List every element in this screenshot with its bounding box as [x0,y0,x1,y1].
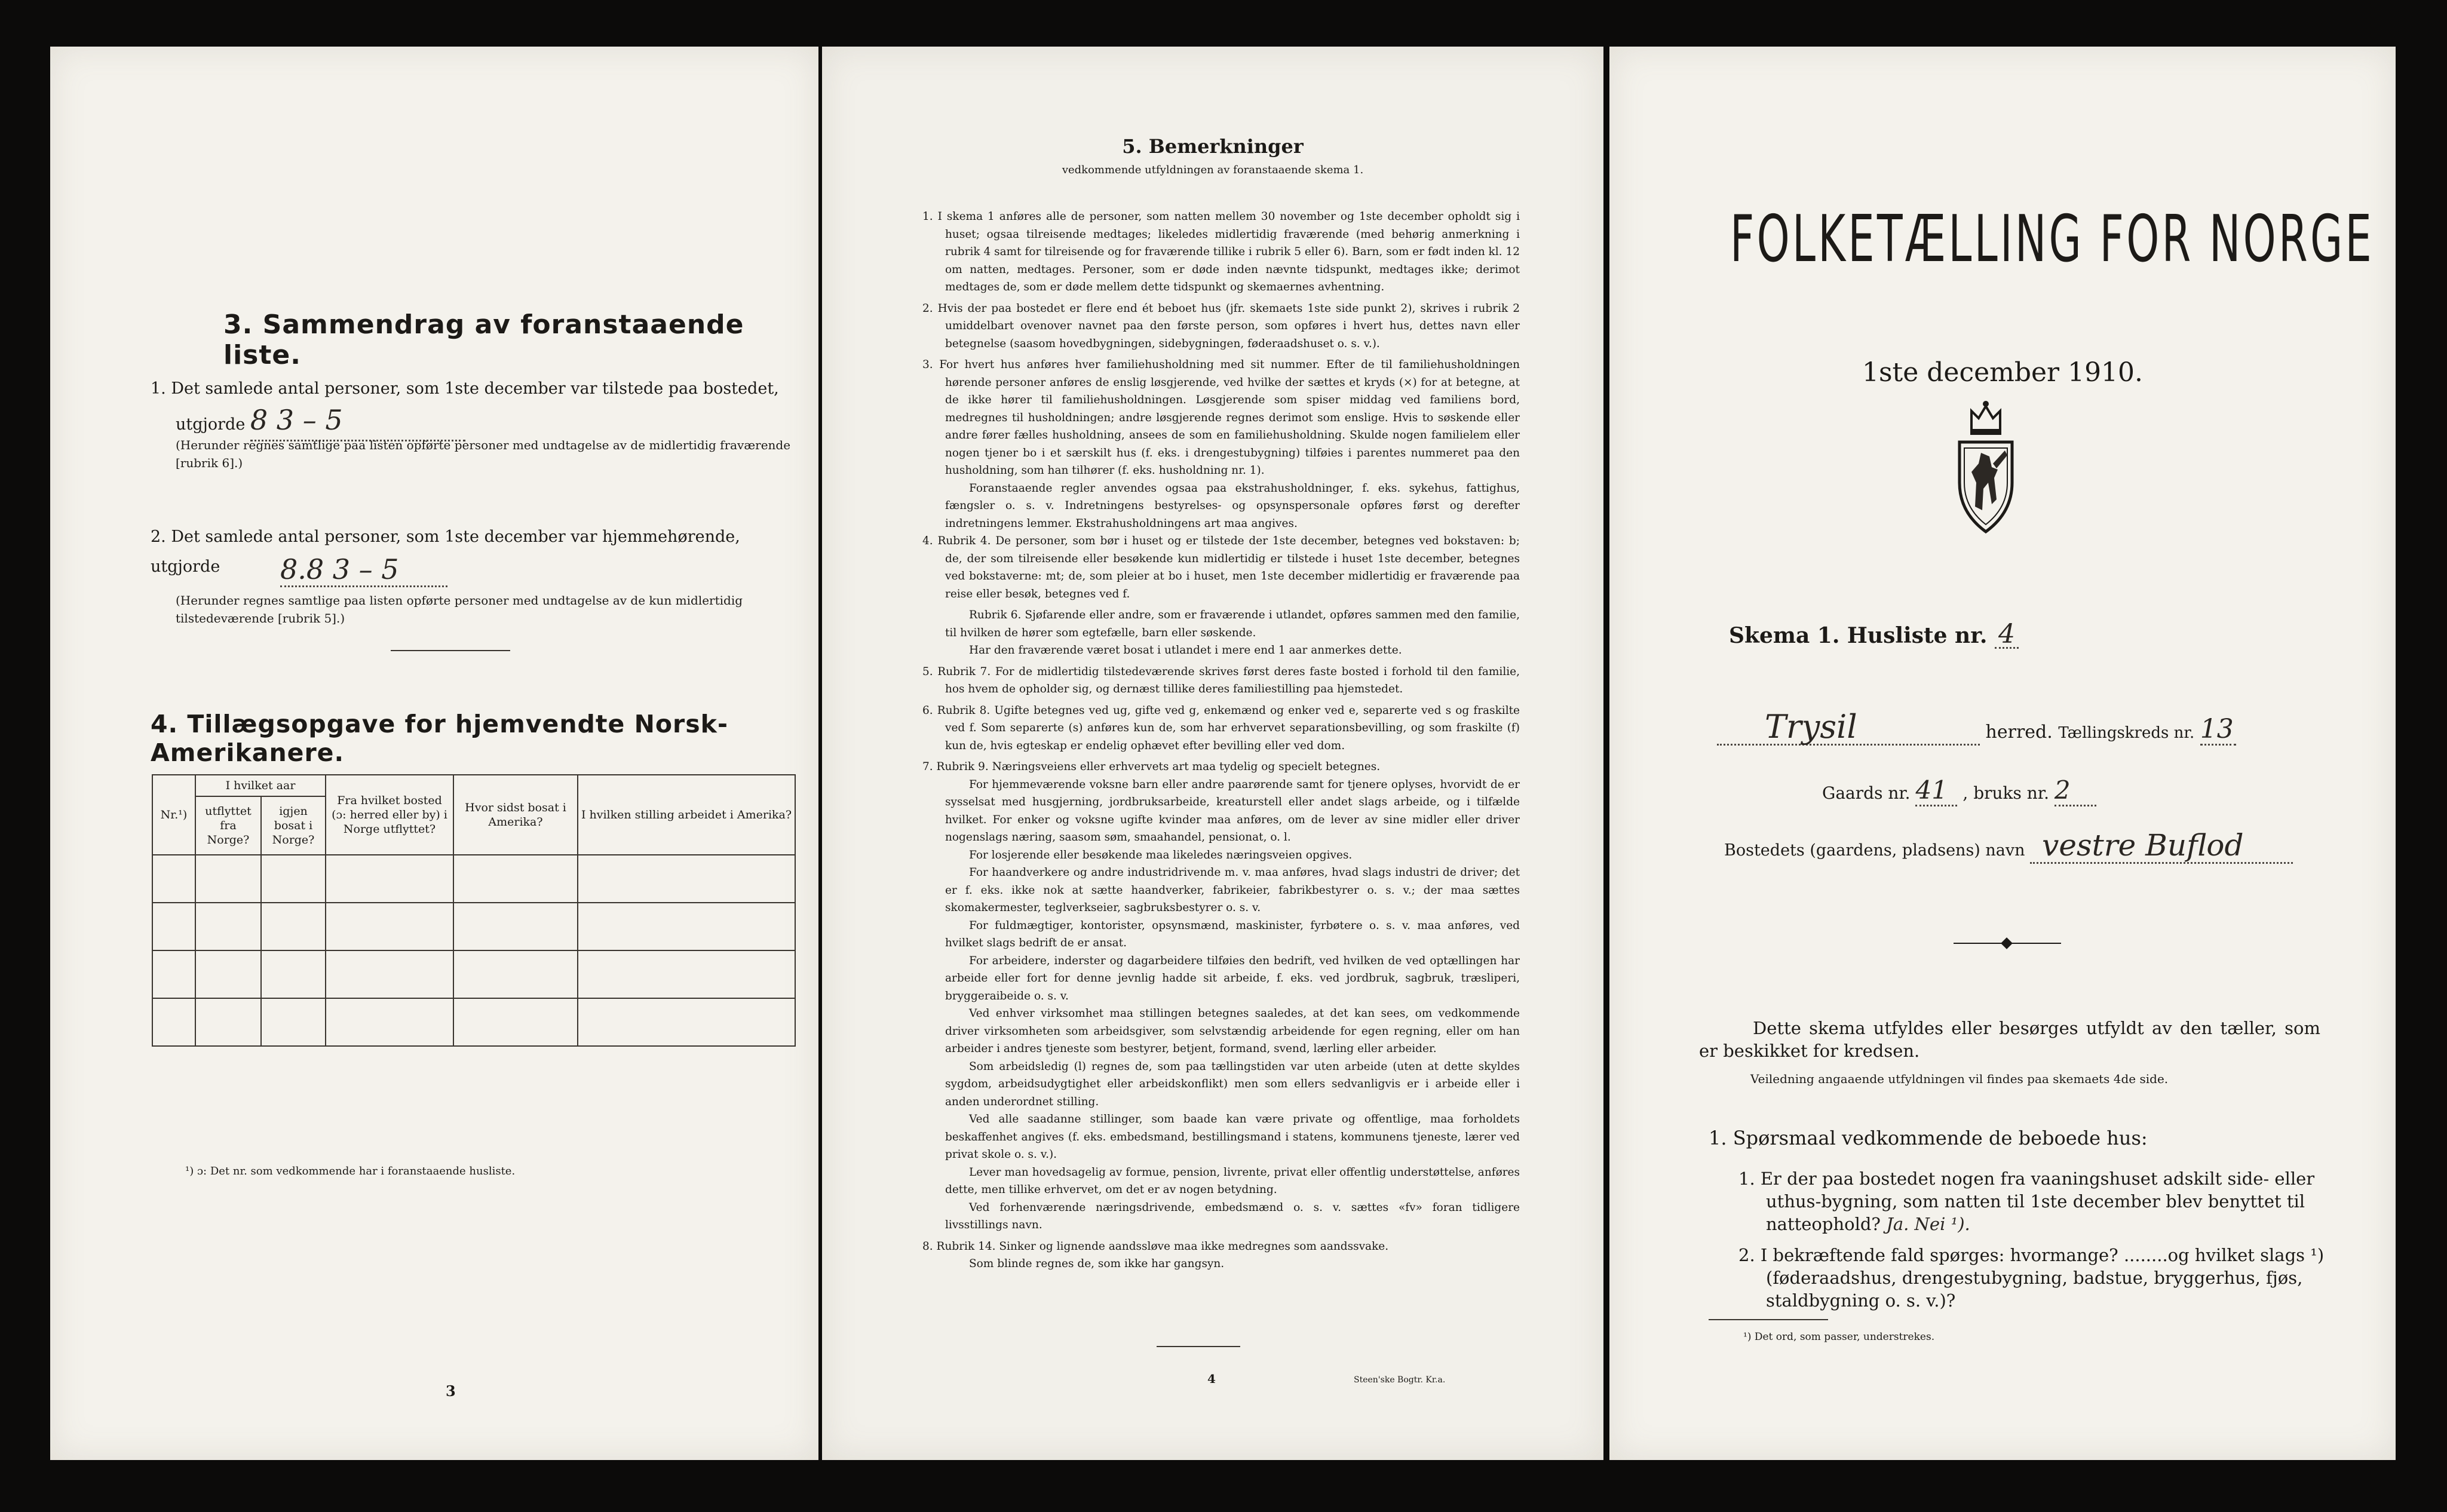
remark-item: 2. Hvis der paa bostedet er flere end ét beboet hus (jfr. skemaets 1ste side punkt 2), skrives i rubrik 2 umiddelbart ovenover navnet paa den første person, som opføres i hvert hus, dettes navn eller betegnelse (saasom hovedbygningen, sidebygningen, føderaadshuset o. s. v.). [922,302,1520,350]
table-row [152,903,795,950]
remark-item: For haandverkere og andre industridrivende m. v. maa anføres, hvad slags industri de driver; det er f. eks. ikke nok at sætte haandverker, fabrikeier, fabrikbestyrer o. s. v.; der maa sættes skomakermester, teglverkseier, sagbruksbestyrer o. s. v. [945,866,1520,914]
item-1-note: (Herunder regnes samtlige paa listen opførte personer med undtagelse av de midlertidig fraværende [rubrik 6].) [176,438,791,470]
remark-item: Ved alle saadanne stillinger, som baade kan være private og offentlige, maa forholdets beskaffenhet angives (f. eks. embedsmand, bestillingsmand i statens, kommunens tjeneste, lærer ved privat skole o. s. v.). [945,1113,1520,1161]
col-from-where: Fra hvilket bosted (ɔ: herred eller by) i Norge utflyttet? [326,775,453,855]
col-position: I hvilken stilling arbeidet i Amerika? [578,775,795,855]
remarks-list [922,208,1520,1273]
remark-item: 7. Rubrik 9. Næringsveiens eller erhvervets art maa tydelig og specielt betegnes. [922,760,1381,773]
footnote: ¹) Det ord, som passer, understrekes. [1743,1331,1935,1343]
info-text: Dette skema utfyldes eller besørges utfyldt av den tæller, som er beskikket for kredsen. [1699,1018,2320,1061]
item-2-value: 8.8 3 – 5 [280,553,399,585]
section-4-title: 4. Tillægsopgave for hjemvendte Norsk-Amerikanere. [151,710,728,767]
item-1-value: 8 3 – 5 [250,404,343,436]
bosted-label: Bostedets (gaardens, pladsens) navn [1724,841,2025,860]
item-2-text: 2. Det samlede antal personer, som 1ste december var hjemmehørende, utgjorde [151,527,740,576]
question-2: 2. I bekræftende fald spørges: hvormange? ........og hvilket slags ¹) (føderaadshus, drengestubygning, badstue, bryggerhus, fjøs, staldbygning o. s. v.)? [1738,1245,2325,1311]
remark-item: Rubrik 6. Sjøfarende eller andre, som er fraværende i utlandet, opføres sammen med den familie, til hvilken de hører som egtefælle, barn eller søskende. [945,609,1520,639]
col-nr: Nr.¹) [152,775,195,855]
page-4 [822,47,1603,1460]
info-note: Veiledning angaaende utfyldningen vil findes paa skemaets 4de side. [1750,1072,2169,1086]
printer-mark: Steen'ske Bogtr. Kr.a. [1354,1375,1446,1385]
remark-item: 5. Rubrik 7. For de midlertidig tilstedeværende skrives først deres faste bosted i forhold til den familie, hos hvem de opholder sig, og dernæst tillike deres familiestilling paa hjemstedet. [922,665,1520,695]
remark-item: 4. Rubrik 4. De personer, som bør i huset og er tilstede der 1ste december, betegnes ved bokstaven: b; de, der som tilreisende eller besøkende kun midlertidig er tilstede i huset 1ste december, betegnes ved bokstaverne: mt; de, som pleier at bo i huset, men 1ste december midlertidig er fraværende paa reise eller besøk, betegnes ved f. [922,535,1520,600]
footnote: ¹) ɔ: Det nr. som vedkommende har i foranstaaende husliste. [185,1165,516,1177]
remarks-subtitle: vedkommende utfyldningen av foranstaaende skema 1. [1062,164,1364,176]
table-row [152,855,795,903]
remark-item: For fuldmægtiger, kontorister, opsynsmænd, maskinister, fyrbøtere o. s. v. maa anføres, ved hvilket slags bedrift de er ansat. [945,919,1520,949]
gaards-value: 41 [1915,775,1948,805]
remark-item: For losjerende eller besøkende maa likeledes næringsveien opgives. [969,848,1353,861]
husliste-number: 4 [1998,619,2015,649]
remark-item: Ved enhver virksomhet maa stillingen betegnes saaledes, at det kan sees, om vedkommende driver virksomheten som arbeidsgiver, som selvstændig arbeidende for egen regning, eller om han arbeider i andres tjeneste som bestyrer, betjent, formand, svend, lærling eller arbeider. [945,1007,1520,1055]
herred-value: Trysil [1765,708,1857,746]
table-row [152,998,795,1046]
item-1-label: utgjorde [176,415,246,434]
question-1: 1. Er der paa bostedet nogen fra vaaningshuset adskilt side- eller uthus-bygning, som natten til 1ste december blev benyttet til natteophold? [1738,1168,2315,1234]
kreds-label: Tællingskreds nr. [2058,724,2195,742]
remark-item: For arbeidere, inderster og dagarbeidere tilføies den bedrift, ved hvilken de ved optællingen har arbeide eller fort for denne jevnlig hadde sit arbeide, f. eks. ved jordbruk, sagbruk, træsliperi, bryggeraibeide o. s. v. [945,954,1520,1002]
remark-item: For hjemmeværende voksne barn eller andre paarørende samt for tjenere oplyses, hvorvidt de er sysselsat med husgjerning, jordbruksarbeide, kreaturstell eller andet slags arbeide, og i tilfælde hvilket. For enker og voksne ugifte kvinder maa anføres, om de lever av sine midler eller driver nogenslags næring, saasom søm, smaahandel, pensionat, o. l. [945,778,1520,844]
page-number: 3 [446,1382,456,1400]
bruks-label: , bruks nr. [1962,783,2050,803]
census-title: FOLKETÆLLING FOR NORGE [1730,202,2375,277]
divider [391,650,510,651]
question-1-answer: Ja. Nei ¹). [1886,1214,1970,1234]
table-row [152,950,795,998]
divider [1157,1346,1240,1347]
remarks-title: 5. Bemerkninger [1122,135,1304,158]
coat-of-arms-icon [1950,393,2022,536]
herred-label: herred. [1985,722,2053,743]
remark-item: 3. For hvert hus anføres hver familiehusholdning med sit nummer. Efter de til familiehusholdningen hørende personer anføres de enslig løsgjerende, ved hvilke der sættes et kryds (×) for at betegne, at de ikke hører til familiehusholdningen. Løsgjerende som spiser middag ved familiens bord, medregnes til husholdningen; andre løsgjerende regnes derimot som enslige. Hvis to søskende eller andre fører fælles husholdning, ansees de som en familiehusholdning. Skulde nogen familielem eller nogen tjener bo i et særskilt hus (f. eks. i drengestubygning) tilføies i parentes nummeret paa den husholdning, som han tilhører (f. eks. husholdning nr. 1). [922,358,1520,477]
remark-item: 8. Rubrik 14. Sinker og lignende aandssløve maa ikke medregnes som aandssvake. [922,1240,1389,1253]
norsk-amerikanere-table [152,774,796,1047]
item-2-field [280,553,447,587]
col-year-group: I hvilket aar [195,775,326,796]
page-3 [50,47,818,1460]
bruks-value: 2 [2054,775,2071,805]
ornament-icon [1954,937,2061,951]
gaards-label: Gaards nr. [1822,783,1911,803]
item-2-note: (Herunder regnes samtlige paa listen opførte personer med undtagelse av de kun midlertidig tilstedeværende [rubrik 5].) [176,593,743,625]
kreds-value: 13 [2200,714,2234,744]
col-last-lived: Hvor sidst bosat i Amerika? [453,775,578,855]
schema-label: Skema 1. Husliste nr. [1729,623,1988,648]
remark-item: Har den fraværende været bosat i utlandet i mere end 1 aar anmerkes dette. [969,644,1402,657]
remark-item: Som blinde regnes de, som ikke har gangsyn. [969,1258,1225,1270]
remark-item: Som arbeidsledig (l) regnes de, som paa tællingstiden var uten arbeide (uten at dette skyldes sygdom, arbeidsudygtighet eller arbeidskonflikt) men som ellers sedvanligvis er i arbeide eller i anden underordnet stilling. [945,1060,1520,1108]
remark-item: Ved forhenværende næringsdrivende, embedsmænd o. s. v. sættes «fv» foran tidligere livsstillings navn. [945,1201,1520,1231]
page-number: 4 [1207,1372,1216,1386]
remark-item: Lever man hovedsagelig av formue, pension, livrente, privat eller offentlig understøttelse, anføres dette, men tillike erhvervet, om det er av nogen betydning. [945,1166,1520,1196]
bosted-value: vestre Buflod [2042,828,2244,863]
remark-item: 1. I skema 1 anføres alle de personer, som natten mellem 30 november og 1ste december opholdt sig i huset; ogsaa tilreisende medtages; likeledes midlertidig fraværende (med behørig anmerkning i rubrik 4 samt for tilreisende og for fraværende tillike i rubrik 5 eller 6). Barn, som er født inden kl. 12 om natten, medtages. Personer, som er døde inden nævnte tidspunkt, medtages ikke; derimot medtages de, som er døde mellem dette tidspunkt og skemaernes avhentning. [922,210,1520,293]
item-1-text: 1. Det samlede antal personer, som 1ste december var tilstede paa bostedet, [151,379,779,398]
remark-item: Foranstaaende regler anvendes ogsaa paa ekstrahusholdninger, f. eks. sykehus, fattighus, fængsler o. s. v. Indretningens bestyrelses- og opsynspersonale opføres først og derefter indretningens lemmer. Ekstrahusholdningens art maa angives. [945,481,1520,530]
col-returned: igjen bosat i Norge? [261,796,326,855]
census-date: 1ste december 1910. [1862,357,2144,388]
divider [1709,1319,1828,1320]
col-emigrated: utflyttet fra Norge? [195,796,261,855]
section-3-title: 3. Sammendrag av foranstaaende liste. [223,309,744,370]
questions-heading: 1. Spørsmaal vedkommende de beboede hus: [1709,1127,2148,1149]
page-1 [1609,47,2396,1460]
remark-item: 6. Rubrik 8. Ugifte betegnes ved ug, gifte ved g, enkemænd og enker ved e, separerte ved s og fraskilte ved f. Som separerte (s) anføres kun de, som har erhvervet separationsbevilling, og som fraskilte (f) kun de, hvis egteskap er endelig ophævet efter bevilling eller ved dom. [922,704,1520,752]
